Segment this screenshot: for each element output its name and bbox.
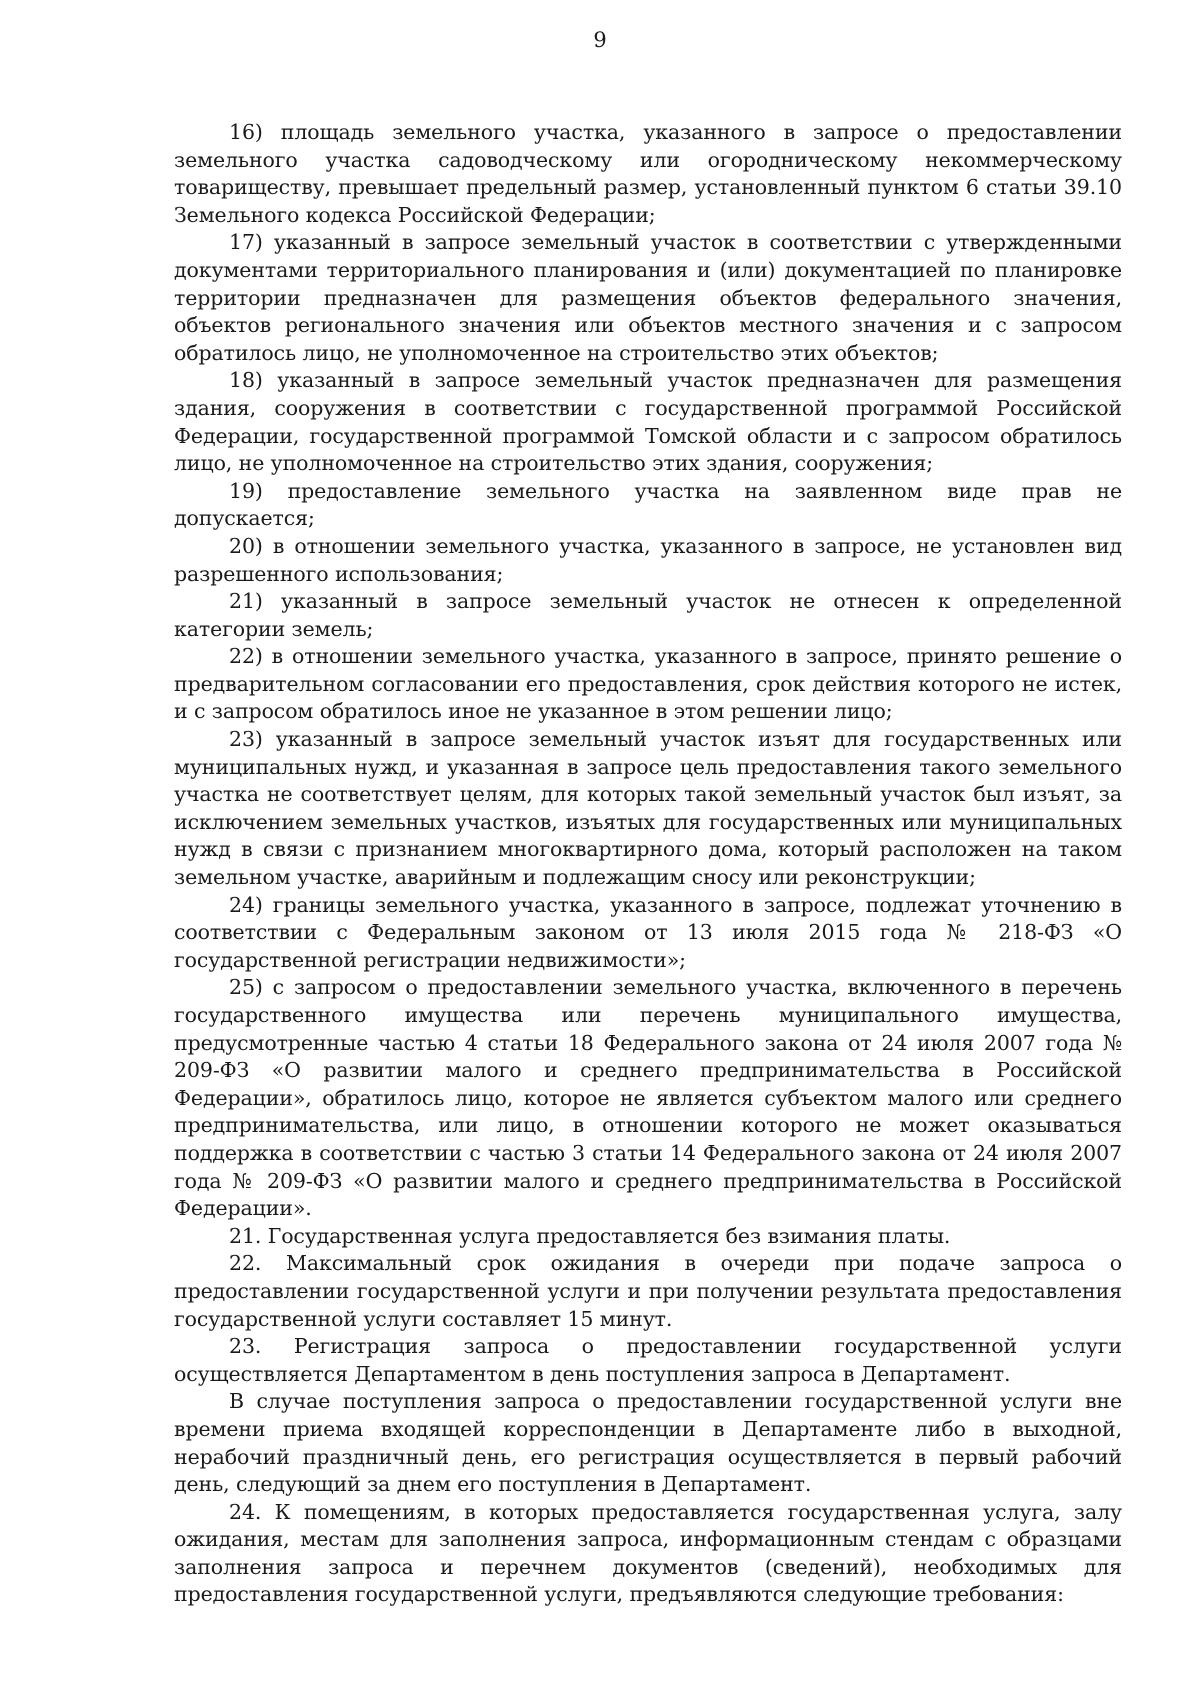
paragraph-item-20: 20) в отношении земельного участка, указанного в запросе, не установлен вид разрешенного использования; — [174, 533, 1122, 586]
paragraph-item-25: 25) с запросом о предоставлении земельного участка, включенного в перечень государственного имущества или перечень муниципального имущества, предусмотренные частью 4 статьи 18 Федерального закона от 24 июля 2007 года № 209-ФЗ «О развитии малого и среднего предпринимательства в Российской Федерации», обратилось лицо, которое не является субъектом малого или среднего предпринимательства, или лицо, в отношении которого не может оказываться поддержка в соответствии с частью 3 статьи 14 Федерального закона от 24 июля 2007 года № 209-ФЗ «О развитии малого и среднего предпринимательства в Российской Федерации». — [174, 975, 1122, 1221]
paragraph-item-17: 17) указанный в запросе земельный участок в соответствии с утвержденными документами территориального планирования и (или) документацией по планировке территории предназначен для размещения объектов федерального значения, объектов регионального значения или объектов местного значения и с запросом обратилось лицо, не уполномоченное на строительство этих объектов; — [174, 230, 1122, 365]
paragraph-clause-24: 24. К помещениям, в которых предоставляется государственная услуга, залу ожидания, местам для заполнения запроса, информационным стендам с образцами заполнения запроса и перечнем документов (сведений), необходимых для предоставления государственной услуги, предъявляются следующие требования: — [174, 1499, 1122, 1607]
paragraph-clause-22: 22. Максимальный срок ожидания в очереди при подаче запроса о предоставлении государственной услуги и при получении результата предоставления государственной услуги составляет 15 минут. — [174, 1251, 1122, 1331]
paragraph-item-18: 18) указанный в запросе земельный участок предназначен для размещения здания, сооружения в соответствии с государственной программой Российской Федерации, государственной программой Томской области и с запросом обратилось лицо, не уполномоченное на строительство этих здания, сооружения; — [174, 368, 1122, 476]
page-number: 9 — [593, 28, 607, 52]
paragraph-item-19: 19) предоставление земельного участка на заявленном виде прав не допускается; — [174, 478, 1122, 531]
paragraph-clause-23: 23. Регистрация запроса о предоставлении государственной услуги осуществляется Департаментом в день поступления запроса в Департамент. — [174, 1334, 1122, 1386]
paragraph-item-22: 22) в отношении земельного участка, указанного в запросе, принято решение о предварительном согласовании его предоставления, срок действия которого не истек, и с запросом обратилось иное не указанное в этом решении лицо; — [174, 644, 1122, 724]
paragraph-item-24: 24) границы земельного участка, указанного в запросе, подлежат уточнению в соответствии с Федеральным законом от 13 июля 2015 года № 218-ФЗ «О государственной регистрации недвижимости»; — [174, 892, 1122, 972]
paragraph-item-21: 21) указанный в запросе земельный участок не отнесен к определенной категории земель; — [174, 589, 1122, 641]
paragraph-clause-23-note: В случае поступления запроса о предоставлении государственной услуги вне времени приема входящей корреспонденции в Департаменте либо в выходной, нерабочий праздничный день, его регистрация осуществляется в первый рабочий день, следующий за днем его поступления в Департамент. — [174, 1389, 1122, 1497]
paragraph-item-16: 16) площадь земельного участка, указанного в запросе о предоставлении земельного участка садоводческому или огородническому некоммерческому товариществу, превышает предельный размер, установленный пунктом 6 статьи 39.10 Земельного кодекса Российской Федерации; — [174, 120, 1122, 227]
paragraph-clause-21: 21. Государственная услуга предоставляется без взимания платы. — [229, 1223, 951, 1248]
document-body — [174, 119, 1122, 1609]
paragraph-item-23: 23) указанный в запросе земельный участок изъят для государственных или муниципальных нужд, и указанная в запросе цель предоставления такого земельного участка не соответствует целям, для которых такой земельный участок был изъят, за исключением земельных участков, изъятых для государственных или муниципальных нужд в связи с признанием многоквартирного дома, который расположен на таком земельном участке, аварийным и подлежащим сносу или реконструкции; — [174, 727, 1122, 890]
